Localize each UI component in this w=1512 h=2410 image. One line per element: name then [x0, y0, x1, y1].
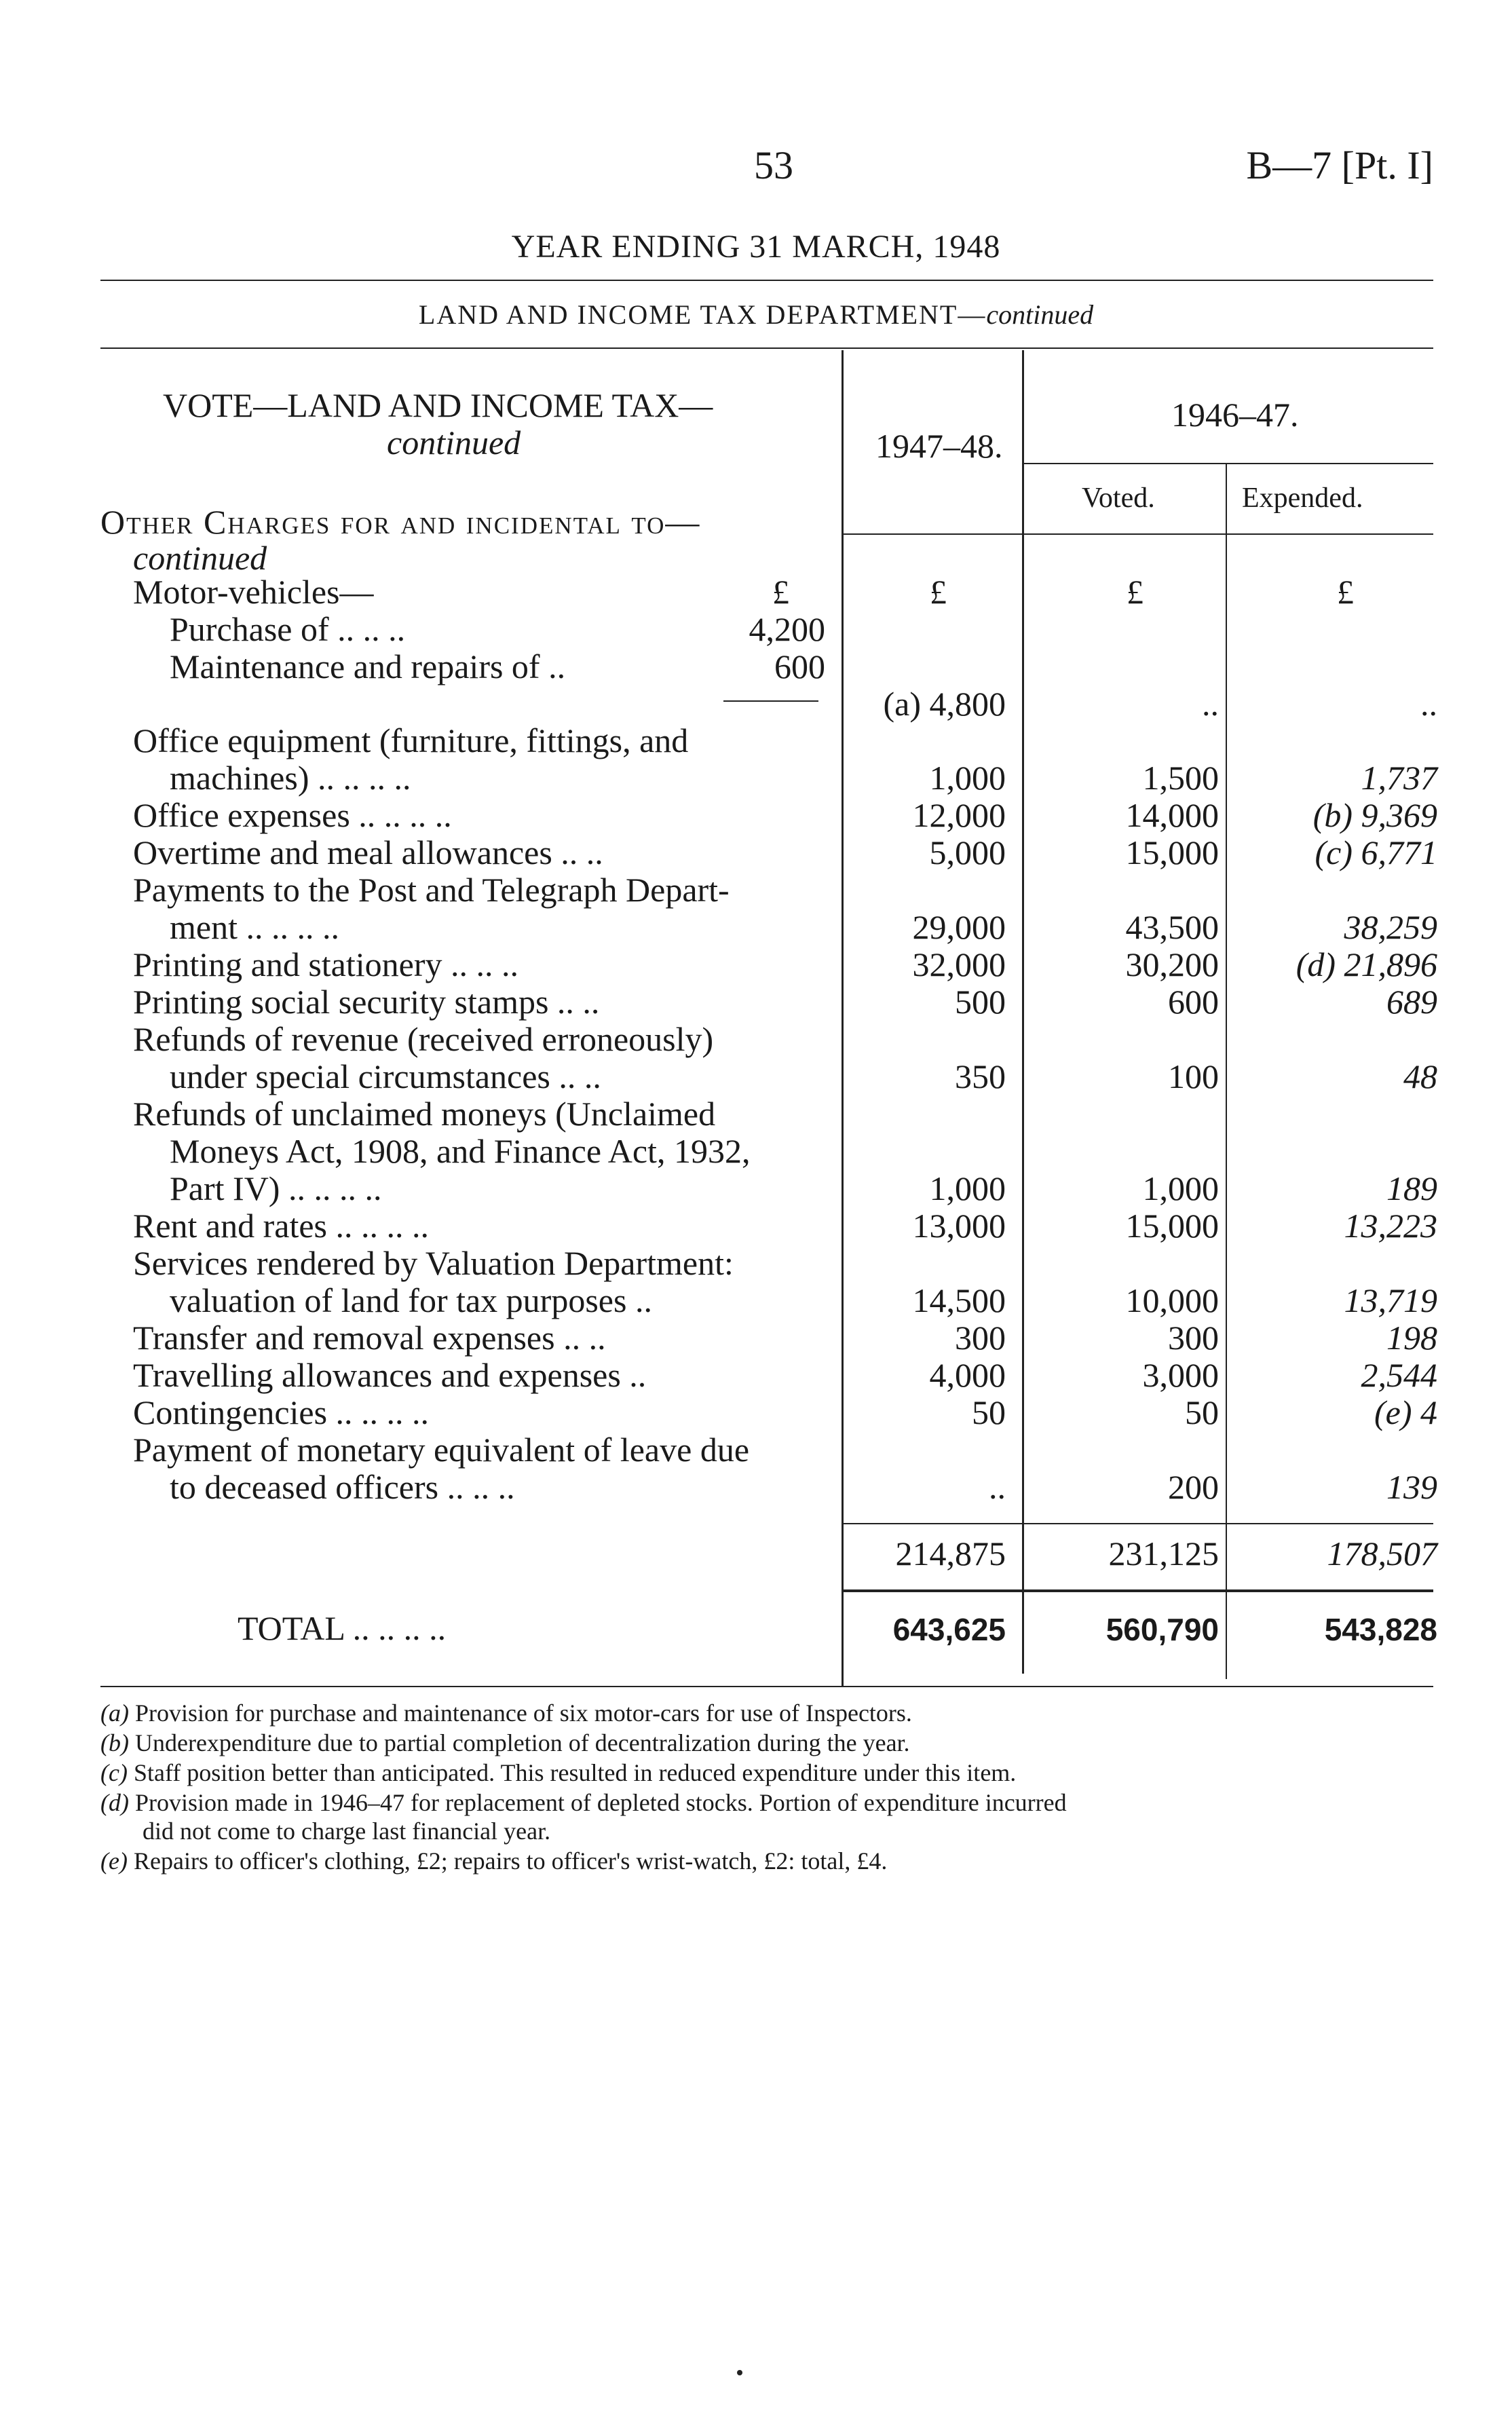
reference-text: B—7 [Pt. I] — [1246, 143, 1433, 187]
column-header-expended: Expended. — [1242, 483, 1363, 514]
row-office-expenses-1947: 12,000 — [912, 796, 1006, 834]
motor-currency: £ — [772, 573, 789, 611]
row-contingencies-voted: 50 — [1185, 1393, 1219, 1431]
row-office-equipment-label-2: machines) .. .. .. .. — [170, 759, 411, 797]
document-reference — [1247, 143, 1434, 188]
row-overtime-expended: (c) 6,771 — [1315, 833, 1437, 871]
row-office-equipment-expended: 1,737 — [1361, 759, 1437, 797]
row-valuation-label: Services rendered by Valuation Department: — [133, 1244, 734, 1282]
year-title: YEAR ENDING 31 MARCH, 1948 — [511, 229, 1001, 265]
motor-total-1947: (a) 4,800 — [883, 685, 1006, 723]
row-rent-rates-label: Rent and rates .. .. .. .. — [133, 1207, 430, 1245]
department-name: LAND AND INCOME TAX DEPARTMENT— — [418, 299, 987, 330]
row-social-stamps-label: Printing social security stamps .. .. — [133, 983, 600, 1021]
row-unclaimed-1947: 1,000 — [929, 1169, 1006, 1207]
footnote-a — [100, 1699, 912, 1727]
subtotal-voted: 231,125 — [1108, 1535, 1219, 1573]
purchase-label: Purchase of .. .. .. — [170, 610, 406, 648]
maintenance-value: 600 — [774, 647, 825, 685]
row-leave-expended: 139 — [1386, 1468, 1437, 1506]
row-post-telegraph-1947: 29,000 — [912, 908, 1006, 946]
row-office-expenses-label: Office expenses .. .. .. .. — [133, 796, 452, 834]
footnote-e-text: Repairs to officer's clothing, £2; repairs to officer's wrist-watch, £2: total, £4. — [133, 1847, 888, 1875]
rule-header-bottom — [843, 533, 1433, 535]
motor-total-voted: .. — [1202, 685, 1219, 723]
motor-vehicles-label: Motor-vehicles— — [133, 573, 374, 611]
row-valuation-expended: 13,719 — [1344, 1281, 1437, 1319]
row-refunds-revenue-voted: 100 — [1168, 1057, 1219, 1095]
rule-subtotal — [843, 1523, 1433, 1524]
row-social-stamps-voted: 600 — [1168, 983, 1219, 1021]
currency-voted: £ — [1127, 573, 1144, 611]
row-refunds-revenue-label: Refunds of revenue (received erroneously) — [133, 1020, 714, 1058]
row-valuation-voted: 10,000 — [1125, 1281, 1219, 1319]
footnote-d — [100, 1789, 1067, 1816]
row-overtime-label: Overtime and meal allowances .. .. — [133, 833, 603, 871]
row-printing-stationery-1947: 32,000 — [912, 945, 1006, 983]
row-valuation-label-2: valuation of land for tax purposes .. — [170, 1281, 652, 1319]
row-rent-rates-voted: 15,000 — [1125, 1207, 1219, 1245]
purchase-value: 4,200 — [749, 610, 825, 648]
total-voted: 560,790 — [1105, 1612, 1219, 1647]
row-printing-stationery-expended: (d) 21,896 — [1296, 945, 1437, 983]
row-office-equipment-label: Office equipment (furniture, fittings, and — [133, 721, 689, 759]
section-title: Other Charges for and incidental to— — [100, 503, 701, 541]
row-printing-stationery-label: Printing and stationery .. .. .. — [133, 945, 518, 983]
row-overtime-voted: 15,000 — [1125, 833, 1219, 871]
footnote-a-mark: (a) — [100, 1699, 129, 1727]
footnote-d-text: Provision made in 1946–47 for replacement of depleted stocks. Portion of expenditure incurred — [134, 1789, 1067, 1816]
row-valuation-1947: 14,500 — [912, 1281, 1006, 1319]
row-unclaimed-expended: 189 — [1386, 1169, 1437, 1207]
section-continued: continued — [133, 539, 267, 577]
footnote-c-text: Staff position better than anticipated. This resulted in reduced expenditure under this item. — [133, 1759, 1017, 1786]
footnote-a-text: Provision for purchase and maintenance of six motor-cars for use of Inspectors. — [134, 1699, 912, 1727]
row-office-equipment-voted: 1,500 — [1142, 759, 1219, 797]
row-social-stamps-expended: 689 — [1386, 983, 1437, 1021]
row-travelling-label: Travelling allowances and expenses .. — [133, 1356, 647, 1394]
row-contingencies-1947: 50 — [972, 1393, 1006, 1431]
row-transfer-voted: 300 — [1168, 1319, 1219, 1357]
footnote-c-mark: (c) — [100, 1759, 128, 1786]
row-overtime-1947: 5,000 — [929, 833, 1006, 871]
footnote-e-mark: (e) — [100, 1847, 128, 1875]
subtotal-expended: 178,507 — [1327, 1535, 1437, 1573]
column-divider-3 — [1226, 464, 1227, 1679]
row-refunds-revenue-label-2: under special circumstances .. .. — [170, 1057, 601, 1095]
motor-sum-rule — [723, 700, 818, 702]
rule-footnotes — [100, 1686, 1433, 1687]
footnote-d-mark: (d) — [100, 1789, 129, 1816]
rule-total — [843, 1589, 1433, 1592]
row-unclaimed-label: Refunds of unclaimed moneys (Unclaimed — [133, 1095, 716, 1133]
row-office-equipment-1947: 1,000 — [929, 759, 1006, 797]
row-travelling-1947: 4,000 — [929, 1356, 1006, 1394]
currency-1947: £ — [930, 573, 947, 611]
rule-table-top — [100, 347, 1433, 349]
row-printing-stationery-voted: 30,200 — [1125, 945, 1219, 983]
column-header-voted: Voted. — [1082, 483, 1155, 514]
row-leave-1947: .. — [989, 1468, 1006, 1506]
row-contingencies-expended: (e) 4 — [1374, 1393, 1437, 1431]
row-post-telegraph-voted: 43,500 — [1125, 908, 1219, 946]
printer-mark — [737, 2370, 742, 2375]
row-leave-voted: 200 — [1168, 1468, 1219, 1506]
row-post-telegraph-label-2: ment .. .. .. .. — [170, 908, 339, 946]
row-travelling-voted: 3,000 — [1142, 1356, 1219, 1394]
column-divider-2 — [1022, 350, 1024, 1674]
column-divider-1 — [842, 350, 844, 1686]
column-header-1947: 1947–48. — [875, 427, 1003, 465]
footnote-c — [100, 1759, 1016, 1786]
row-office-expenses-voted: 14,000 — [1125, 796, 1219, 834]
row-unclaimed-voted: 1,000 — [1142, 1169, 1219, 1207]
motor-total-expended: .. — [1420, 685, 1437, 723]
row-social-stamps-1947: 500 — [955, 983, 1006, 1021]
currency-expended: £ — [1337, 573, 1354, 611]
row-contingencies-label: Contingencies .. .. .. .. — [133, 1393, 430, 1431]
vote-title: VOTE—LAND AND INCOME TAX— — [163, 386, 713, 424]
footnote-b-mark: (b) — [100, 1729, 129, 1756]
row-refunds-revenue-expended: 48 — [1403, 1057, 1437, 1095]
row-transfer-expended: 198 — [1386, 1319, 1437, 1357]
footnote-e — [100, 1847, 887, 1875]
row-leave-label-2: to deceased officers .. .. .. — [170, 1468, 515, 1506]
total-expended: 543,828 — [1324, 1612, 1437, 1647]
row-transfer-label: Transfer and removal expenses .. .. — [133, 1319, 606, 1357]
row-transfer-1947: 300 — [955, 1319, 1006, 1357]
rule-top — [100, 280, 1433, 281]
page-number: 53 — [754, 143, 793, 187]
footnote-b — [100, 1729, 910, 1756]
department-title — [0, 299, 1512, 331]
department-continued: continued — [986, 299, 1094, 330]
row-unclaimed-label-2: Moneys Act, 1908, and Finance Act, 1932, — [170, 1132, 751, 1170]
row-travelling-expended: 2,544 — [1361, 1356, 1437, 1394]
footnote-b-text: Underexpenditure due to partial completion of decentralization during the year. — [134, 1729, 910, 1756]
row-post-telegraph-label: Payments to the Post and Telegraph Depart- — [133, 871, 730, 909]
total-label: TOTAL .. .. .. .. — [238, 1609, 447, 1647]
rule-year-split — [1023, 463, 1433, 464]
column-header-1946: 1946–47. — [1171, 396, 1299, 434]
vote-continued: continued — [387, 423, 521, 462]
row-refunds-revenue-1947: 350 — [955, 1057, 1006, 1095]
subtotal-1947: 214,875 — [895, 1535, 1006, 1573]
footnote-d-line2: did not come to charge last financial year. — [143, 1818, 551, 1845]
total-1947: 643,625 — [892, 1612, 1006, 1647]
row-post-telegraph-expended: 38,259 — [1344, 908, 1437, 946]
row-unclaimed-label-3: Part IV) .. .. .. .. — [170, 1169, 382, 1207]
row-leave-label: Payment of monetary equivalent of leave due — [133, 1431, 750, 1469]
row-rent-rates-expended: 13,223 — [1344, 1207, 1437, 1245]
row-office-expenses-expended: (b) 9,369 — [1312, 796, 1437, 834]
maintenance-label: Maintenance and repairs of .. — [170, 647, 566, 685]
row-rent-rates-1947: 13,000 — [912, 1207, 1006, 1245]
